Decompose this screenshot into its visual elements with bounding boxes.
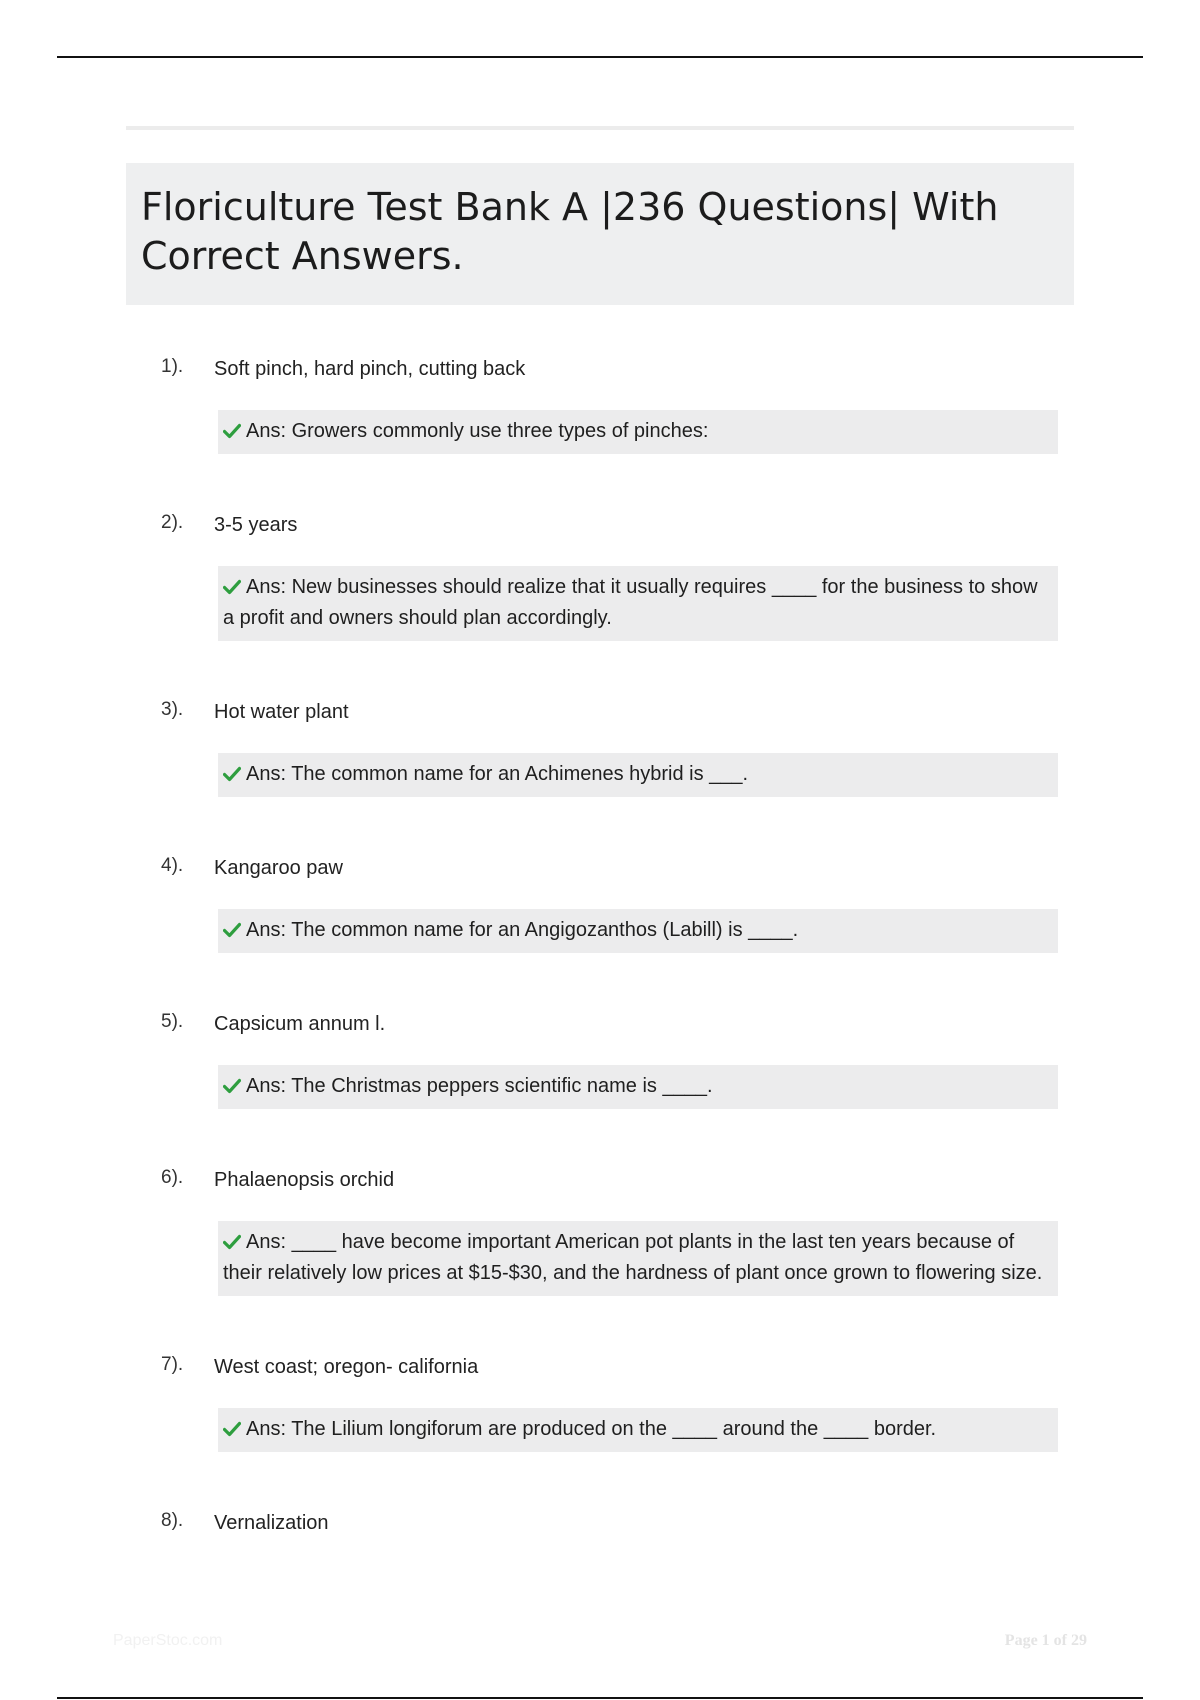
question-item	[126, 693, 1074, 797]
answer-box	[218, 1065, 1058, 1109]
question-text: Capsicum annum l.	[214, 1013, 386, 1035]
question-row	[126, 693, 1074, 733]
footer-watermark: PaperStoc.com	[113, 1632, 223, 1649]
answer-box	[218, 566, 1058, 641]
question-text: Kangaroo paw	[214, 857, 343, 879]
check-icon	[223, 766, 241, 782]
check-icon	[223, 922, 241, 938]
answer-box	[218, 909, 1058, 953]
question-number: 1).	[161, 356, 184, 377]
question-number: 3).	[161, 699, 184, 720]
check-icon	[223, 1234, 241, 1250]
question-number: 6).	[161, 1167, 184, 1188]
top-rule	[57, 56, 1143, 58]
question-number: 7).	[161, 1354, 184, 1375]
question-row	[126, 506, 1074, 546]
answer-box	[218, 753, 1058, 797]
check-icon	[223, 423, 241, 439]
check-icon	[223, 1421, 241, 1437]
question-text: West coast; oregon- california	[214, 1356, 479, 1378]
question-text: 3-5 years	[214, 514, 298, 536]
answer-text: Ans: The common name for an Achimenes hybrid is ___.	[246, 763, 749, 785]
question-number: 8).	[161, 1510, 184, 1531]
question-row	[126, 350, 1074, 390]
check-icon	[223, 1078, 241, 1094]
question-row	[126, 849, 1074, 889]
answer-text: Ans: The Christmas peppers scientific name is ____.	[246, 1075, 713, 1097]
question-text: Hot water plant	[214, 701, 349, 723]
question-item	[126, 506, 1074, 641]
answer-box	[218, 1408, 1058, 1452]
answer-box	[218, 1221, 1058, 1296]
title-box	[126, 163, 1074, 305]
question-row	[126, 1348, 1074, 1388]
answer-text: Ans: New businesses should realize that it usually requires ____ for the business to show a profit and owners should plan accordingly.	[223, 576, 1038, 629]
question-row	[126, 1161, 1074, 1201]
page-number: Page 1 of 29	[1004, 1632, 1087, 1649]
answer-text: Ans: Growers commonly use three types of pinches:	[246, 420, 709, 442]
page-title: Floriculture Test Bank A |236 Questions| With Correct Answers.	[141, 185, 999, 278]
question-text: Vernalization	[214, 1512, 329, 1534]
question-item	[126, 849, 1074, 953]
question-item	[126, 1348, 1074, 1452]
question-row	[126, 1005, 1074, 1045]
question-item	[126, 1504, 1074, 1544]
check-icon	[223, 579, 241, 595]
question-number: 5).	[161, 1011, 184, 1032]
question-row	[126, 1504, 1074, 1544]
answer-box	[218, 410, 1058, 454]
question-text: Phalaenopsis orchid	[214, 1169, 395, 1191]
question-text: Soft pinch, hard pinch, cutting back	[214, 358, 526, 380]
header-divider	[126, 126, 1074, 130]
question-item	[126, 1005, 1074, 1109]
question-list	[126, 350, 1074, 1596]
question-item	[126, 1161, 1074, 1296]
question-number: 2).	[161, 512, 184, 533]
answer-text: Ans: The Lilium longiforum are produced on the ____ around the ____ border.	[246, 1418, 937, 1440]
bottom-rule	[57, 1697, 1143, 1699]
question-number: 4).	[161, 855, 184, 876]
answer-text: Ans: The common name for an Angigozanthos (Labill) is ____.	[246, 919, 799, 941]
answer-text: Ans: ____ have become important American pot plants in the last ten years because of their relatively low prices at $15-$30, and the hardness of plant once grown to flowering size.	[223, 1231, 1043, 1284]
question-item	[126, 350, 1074, 454]
